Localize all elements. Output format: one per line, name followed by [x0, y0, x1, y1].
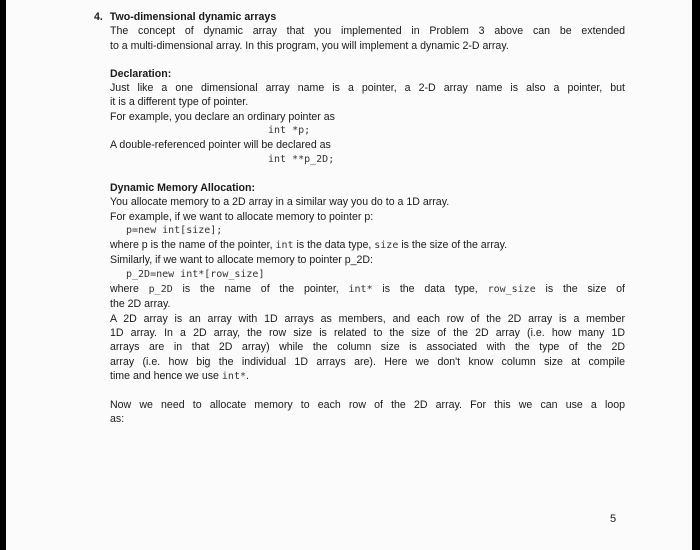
document-content	[94, 10, 625, 427]
dma-line-1: You allocate memory to a 2D array in a similar way you do to a 1D array.	[110, 196, 450, 209]
outro-line-2: as:	[110, 413, 125, 426]
declaration-line-3: For example, you declare an ordinary pointer as	[110, 110, 335, 123]
inline-code-size: size	[374, 240, 399, 252]
declaration-line-4: A double-referenced pointer will be declared as	[110, 139, 331, 152]
inline-code-intptr-2: int*	[221, 370, 246, 382]
page-number: 5	[610, 513, 617, 525]
dma-line-3: Similarly, if we want to allocate memory to pointer p_2D:	[110, 254, 373, 267]
code-pointer-decl: int *p;	[268, 125, 311, 137]
inline-code-p2d: p_2D	[148, 284, 173, 296]
intro-line-1: The concept of dynamic array that you implemented in Problem 3 above can be extended	[110, 25, 625, 38]
intro-line-2: to a multi-dimensional array. In this program, you will implement a dynamic 2-D array.	[110, 39, 509, 52]
declaration-line-2: it is a different type of pointer.	[110, 96, 249, 109]
section-heading	[94, 10, 625, 24]
dma-where-2: where p_2D is the name of the pointer, int* is the data type, row_size is the size of	[110, 283, 625, 296]
dma-heading: Dynamic Memory Allocation:	[110, 181, 256, 194]
inline-code-intptr: int*	[348, 284, 373, 296]
inline-code-rowsize: row_size	[487, 284, 536, 296]
code-double-pointer-decl: int **p_2D;	[268, 153, 335, 165]
dma-where-2-cont: the 2D array.	[110, 298, 171, 311]
outro-line-1: Now we need to allocate memory to each row of the 2D array. For this we can use a loop	[110, 399, 625, 412]
dma-line-2: For example, if we want to allocate memory to pointer p:	[110, 210, 374, 223]
declaration-heading: Declaration:	[110, 67, 172, 80]
code-new-1d: p=new int[size];	[126, 224, 223, 236]
dma-para-5: time and hence we use int*.	[110, 369, 249, 382]
dma-para-2: 1D array. In a 2D array, the row size is related to the size of the 2D array (i.e. how many 1D	[110, 326, 625, 339]
dma-para-1: A 2D array is an array with 1D arrays as members, and each row of the 2D array is a member	[110, 312, 625, 325]
right-dark-edge	[692, 0, 700, 550]
declaration-line-1: Just like a one dimensional array name is a pointer, a 2-D array name is also a pointer, but	[110, 82, 625, 95]
inline-code-int: int	[275, 240, 294, 252]
left-dark-edge	[0, 0, 6, 550]
section-number: 4.	[94, 11, 103, 23]
dma-para-4: array (i.e. how big the individual 1D arrays are). Here we don't know column size at compile	[110, 355, 625, 368]
dma-para-3: arrays are in that 2D array) while the column size is associated with the type of the 2D	[110, 341, 625, 354]
section-title: Two-dimensional dynamic arrays	[109, 11, 277, 23]
code-new-2d: p_2D=new int*[row_size]	[126, 268, 265, 280]
dma-where-1: where p is the name of the pointer, int is the data type, size is the size of the array.	[110, 239, 508, 252]
